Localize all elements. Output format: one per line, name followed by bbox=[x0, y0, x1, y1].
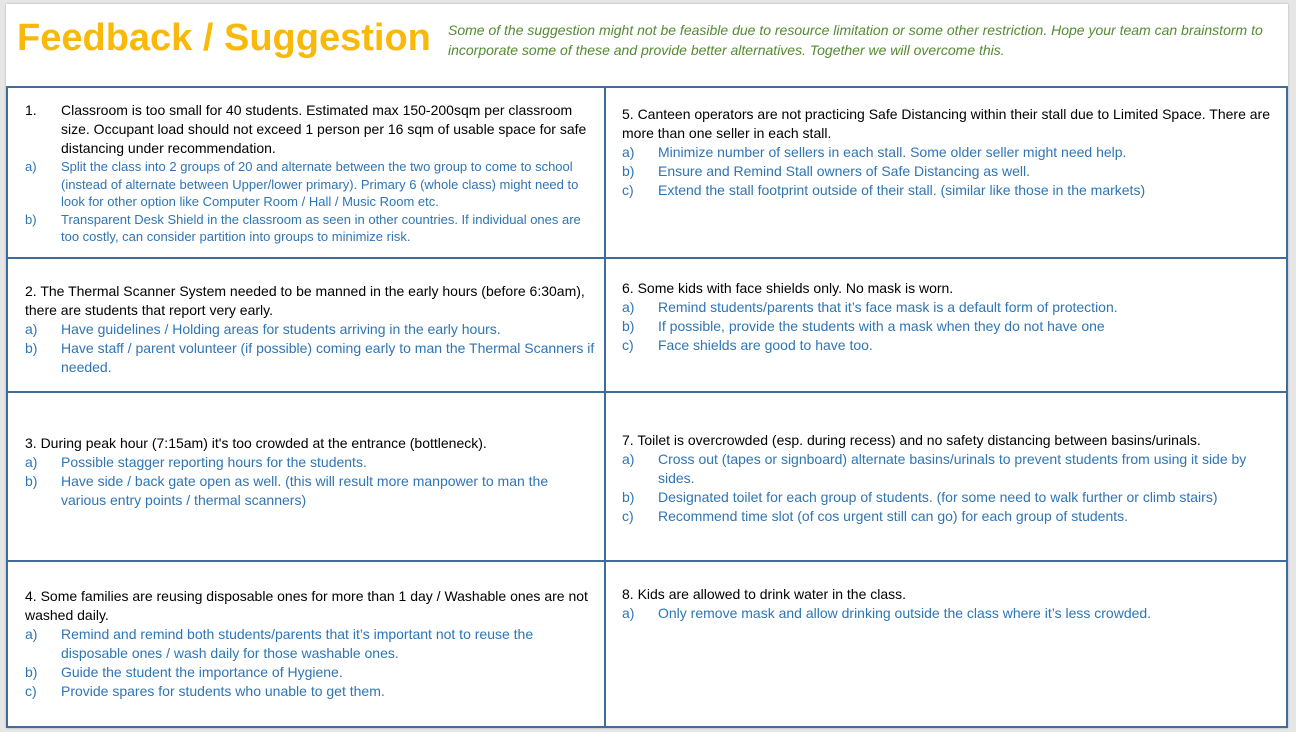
feedback-heading: 2. The Thermal Scanner System needed to be manned in the early hours (before 6:30am), there are students that report very early. bbox=[25, 283, 585, 318]
suggestion-text: Recommend time slot (of cos urgent still can go) for each group of students. bbox=[658, 508, 1129, 524]
suggestion-item bbox=[25, 320, 596, 339]
suggestion-label: b) bbox=[622, 489, 635, 505]
suggestion-label: b) bbox=[25, 340, 38, 356]
feedback-cell-7 bbox=[606, 393, 1286, 562]
suggestion-label: b) bbox=[25, 211, 37, 227]
suggestion-text: Provide spares for students who unable to get them. bbox=[61, 683, 385, 699]
suggestion-item bbox=[622, 317, 1278, 336]
suggestion-item bbox=[25, 453, 596, 472]
suggestion-label: c) bbox=[622, 182, 634, 198]
suggestion-text: Have side / back gate open as well. (this will result more manpower to man the various entry points / thermal scanners) bbox=[61, 473, 549, 508]
feedback-heading-text: Classroom is too small for 40 students. Estimated max 150-200sqm per classroom size. Occupant load should not exceed 1 person per 16 sqm of usable space for safe distancing under recommendation. bbox=[61, 102, 587, 156]
suggestion-item bbox=[622, 336, 1278, 355]
suggestion-item bbox=[622, 181, 1278, 200]
intro-note: Some of the suggestion might not be feasible due to resource limitation or some other restriction. Hope your team can brainstorm to incorporate some of these and provide better alternatives. Together we will overcome this. bbox=[448, 22, 1263, 58]
feedback-cell-4 bbox=[8, 562, 606, 726]
suggestion-item bbox=[25, 625, 596, 663]
suggestion-item bbox=[622, 488, 1278, 507]
suggestion-text: If possible, provide the students with a mask when they do not have one bbox=[658, 318, 1105, 334]
suggestion-text: Remind students/parents that it’s face mask is a default form of protection. bbox=[658, 299, 1118, 315]
suggestion-item bbox=[25, 472, 596, 510]
suggestion-label: a) bbox=[25, 159, 37, 174]
suggestion-item bbox=[25, 158, 596, 211]
feedback-number: 1. bbox=[25, 102, 37, 118]
suggestion-text: Have guidelines / Holding areas for students arriving in the early hours. bbox=[61, 321, 501, 337]
suggestion-label: a) bbox=[622, 299, 635, 315]
suggestion-item bbox=[622, 450, 1278, 488]
suggestion-item bbox=[622, 298, 1278, 317]
suggestion-item bbox=[622, 507, 1278, 526]
feedback-cell-3 bbox=[8, 393, 606, 562]
suggestion-text: Designated toilet for each group of students. (for some need to walk further or climb stairs) bbox=[658, 489, 1218, 505]
suggestion-item bbox=[25, 682, 596, 701]
feedback-cell-5 bbox=[606, 88, 1286, 259]
suggestion-text: Only remove mask and allow drinking outside the class where it’s less crowded. bbox=[658, 605, 1152, 621]
feedback-cell-6 bbox=[606, 259, 1286, 393]
suggestion-label: a) bbox=[622, 605, 635, 621]
suggestion-label: a) bbox=[622, 451, 635, 467]
suggestion-label: a) bbox=[25, 626, 38, 642]
suggestion-text: Transparent Desk Shield in the classroom as seen in other countries. If individual ones are too costly, can consider partition into groups to minimize risk. bbox=[61, 211, 581, 245]
suggestion-text: Ensure and Remind Stall owners of Safe Distancing as well. bbox=[658, 163, 1030, 179]
suggestion-text: Cross out (tapes or signboard) alternate basins/urinals to prevent students from using it side by sides. bbox=[658, 451, 1247, 486]
suggestion-text: Split the class into 2 groups of 20 and alternate between the two group to come to school (instead of alternate between Upper/lower primary). Primary 6 (whole class) might need to look for other option like Computer Room / Hall / Music Room etc. bbox=[61, 159, 579, 210]
suggestion-label: b) bbox=[622, 318, 635, 334]
feedback-cell-2 bbox=[8, 259, 606, 393]
suggestion-label: a) bbox=[25, 454, 38, 470]
feedback-heading: 8. Kids are allowed to drink water in the class. bbox=[622, 586, 907, 602]
suggestion-text: Minimize number of sellers in each stall. Some older seller might need help. bbox=[658, 144, 1127, 160]
feedback-table bbox=[6, 86, 1288, 728]
suggestion-text: Guide the student the importance of Hygiene. bbox=[61, 664, 343, 680]
suggestion-item bbox=[25, 339, 596, 377]
feedback-heading: 5. Canteen operators are not practicing Safe Distancing within their stall due to Limited Space. There are more than one seller in each stall. bbox=[622, 106, 1270, 141]
suggestion-item bbox=[25, 663, 596, 682]
suggestion-label: c) bbox=[25, 683, 37, 699]
suggestion-label: a) bbox=[622, 144, 635, 160]
suggestion-item bbox=[622, 143, 1278, 162]
suggestion-item bbox=[622, 162, 1278, 181]
slide-title: Feedback / Suggestion bbox=[17, 17, 431, 59]
suggestion-label: b) bbox=[25, 664, 38, 680]
suggestion-label: c) bbox=[622, 337, 634, 353]
suggestion-item bbox=[25, 211, 596, 246]
suggestion-text: Remind and remind both students/parents that it’s important not to reuse the disposable ones / wash daily for those washable ones. bbox=[61, 626, 534, 661]
slide bbox=[6, 4, 1288, 728]
suggestion-label: b) bbox=[622, 163, 635, 179]
suggestion-text: Extend the stall footprint outside of their stall. (similar like those in the markets) bbox=[658, 182, 1146, 198]
feedback-heading bbox=[25, 101, 596, 158]
feedback-heading: 4. Some families are reusing disposable ones for more than 1 day / Washable ones are not washed daily. bbox=[25, 588, 588, 623]
suggestion-item bbox=[622, 604, 1278, 623]
suggestion-text: Face shields are good to have too. bbox=[658, 337, 873, 353]
feedback-heading: 3. During peak hour (7:15am) it's too crowded at the entrance (bottleneck). bbox=[25, 435, 487, 451]
suggestion-label: b) bbox=[25, 473, 38, 489]
feedback-cell-8 bbox=[606, 562, 1286, 726]
suggestion-label: c) bbox=[622, 508, 634, 524]
feedback-cell-1 bbox=[8, 88, 606, 259]
suggestion-text: Have staff / parent volunteer (if possible) coming early to man the Thermal Scanners if needed. bbox=[61, 340, 595, 375]
feedback-heading: 6. Some kids with face shields only. No mask is worn. bbox=[622, 280, 954, 296]
feedback-heading: 7. Toilet is overcrowded (esp. during recess) and no safety distancing between basins/urinals. bbox=[622, 432, 1201, 448]
suggestion-text: Possible stagger reporting hours for the students. bbox=[61, 454, 367, 470]
suggestion-label: a) bbox=[25, 321, 38, 337]
